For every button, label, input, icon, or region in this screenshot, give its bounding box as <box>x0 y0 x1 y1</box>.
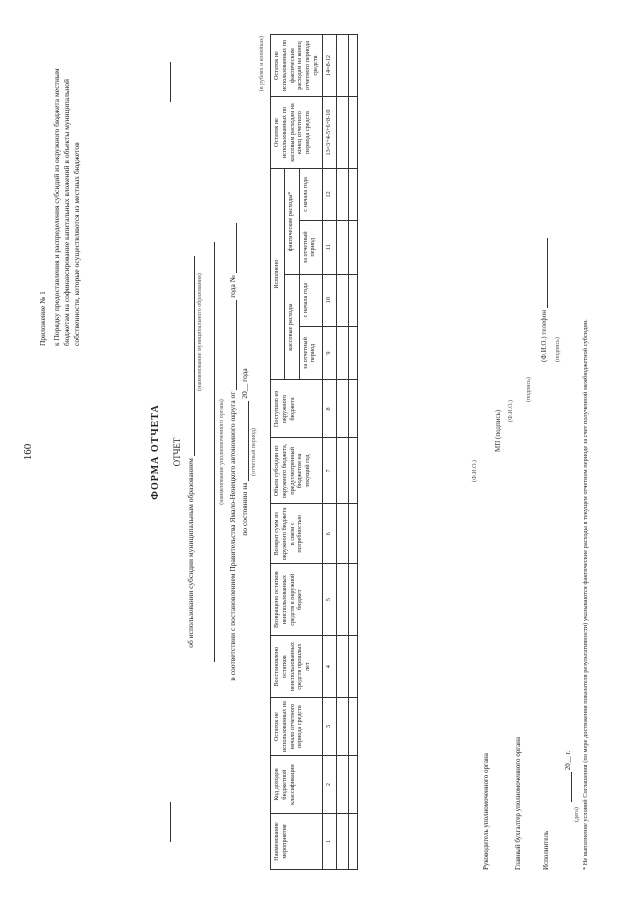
column-number-row <box>322 35 336 870</box>
header-actual-end-balance: Остаток не использованных по фактическим расходам на конец отчетного периода средств <box>271 35 323 97</box>
header-actual-year: с начала года <box>299 168 322 220</box>
col-number: 8 <box>322 380 336 438</box>
caption-name-accountant: (Ф.И.О.) <box>508 400 514 422</box>
caption-authorized-body: (наименование уполномоченного органа) <box>219 399 225 505</box>
as-of-text: по состоянию на <box>240 482 249 536</box>
date-line <box>564 751 572 802</box>
signature-accountant-label: Главный бухгалтер уполномоченного органа <box>514 736 522 870</box>
col-number: 6 <box>322 504 336 564</box>
caption-date: (дата) <box>574 807 580 822</box>
header-received: Поступило из окружного бюджета <box>271 380 323 438</box>
col-number: 2 <box>322 756 336 814</box>
header-cash-year: с начала года <box>299 274 322 326</box>
report-subject-line <box>186 62 195 842</box>
resolution-text: в соответствии с постановлением Правительства Ямало-Ненецкого автономного округа от <box>228 391 237 681</box>
as-of-line <box>240 62 249 842</box>
header-event-name: Наименование мероприятия <box>271 814 323 870</box>
header-returned-balance: Возвращено остатков неиспользованных средств в окружной бюджет <box>271 564 323 636</box>
col-number: 10 <box>322 274 336 326</box>
caption-signature-executor: (подпись) <box>555 337 561 362</box>
header-actual-expenses: фактические расходы* <box>285 168 299 274</box>
header-subsidy-volume: Объем субсидии из окружного бюджета, предусмотренный бюджетом на текущий год <box>271 438 323 504</box>
left-dash <box>170 802 171 842</box>
executor-name-phone: (Ф.И.О.) телефон <box>540 238 548 362</box>
col-number: 3 <box>322 698 336 756</box>
header-cash-period: за отчетный период <box>299 326 322 380</box>
signature-executor-label: Исполнитель <box>542 830 550 870</box>
footnote: * Не выполнение условий Соглашения (по мере достижения показателя результативности) указываются фактические расходы в текущем отчетном периоде за счет полученной межбюджетной субсидии. <box>582 319 589 870</box>
as-of-year: 20__ года <box>240 368 249 399</box>
col-number: 14=8-12 <box>322 35 336 97</box>
form-title: ФОРМА ОТЧЕТА <box>150 404 161 500</box>
units-label: (в рублях и копейках) <box>259 36 265 92</box>
header-restored-balance: Восстановлено остатков неиспользованных средств прошлых лет <box>271 636 323 698</box>
caption-name-head: (Ф.И.О.) <box>472 460 478 482</box>
appendix-text: к Порядку предоставления и распределения субсидий из окружного бюджета местным бюджетам на софинансирование капитальных вложений в объекты муниципальной собственности, которые осуществляются из местных бюджетов <box>52 68 82 346</box>
report-subject: об использовании субсидии муниципальным образованием <box>186 458 195 648</box>
col-number: 1 <box>322 814 336 870</box>
col-number: 9 <box>322 326 336 380</box>
header-cash-end-balance: Остаток не использованных по кассовым расходам на конец отчетного периода средств <box>271 97 323 169</box>
col-number: 12 <box>322 168 336 220</box>
date-text: 20__ г. <box>564 750 572 771</box>
header-start-balance: Остаток не использованных на начало отчетного периода средств <box>271 698 323 756</box>
caption-municipality: (наименование муниципального образования) <box>197 273 203 391</box>
col-number: 11 <box>322 220 336 274</box>
page-number: 160 <box>22 443 34 461</box>
right-dash <box>170 62 171 102</box>
appendix-title: Приложение № 1 <box>38 291 47 346</box>
municipality-blank <box>194 256 195 456</box>
caption-period: (отчетный период) <box>251 428 257 476</box>
header-cash-expenses: кассовые расходы <box>285 274 299 380</box>
col-number: 4 <box>322 636 336 698</box>
col-number: 5 <box>322 564 336 636</box>
stamp-label: МП (подпись) <box>494 409 502 452</box>
rotated-form <box>20 22 620 882</box>
report-table <box>270 34 358 870</box>
signature-head-label: Руководитель уполномоченного органа <box>482 753 490 870</box>
caption-signature-accountant: (подпись) <box>526 377 532 402</box>
header-row-1 <box>271 35 285 870</box>
table-row <box>336 35 348 870</box>
resolution-line <box>228 62 237 842</box>
header-executed: Исполнено <box>271 168 285 380</box>
header-actual-period: за отчетный период <box>299 220 322 274</box>
resolution-date-blank <box>236 300 237 390</box>
header-income-code: Код доходов бюджетной классификации <box>271 756 323 814</box>
authorized-body-blank <box>214 242 215 662</box>
table-row <box>348 35 357 870</box>
report-title: ОТЧЕТ <box>172 437 182 467</box>
as-of-blank <box>248 401 249 481</box>
col-number: 13=3+4-5+6+8-10 <box>322 97 336 169</box>
resolution-number-blank <box>236 223 237 273</box>
appendix-block <box>38 46 83 346</box>
authorized-body-line <box>206 62 215 842</box>
resolution-year: года № <box>228 275 237 298</box>
header-refund-amount: Возврат сумм из окружного бюджета в связи с потребностью <box>271 504 323 564</box>
col-number: 7 <box>322 438 336 504</box>
